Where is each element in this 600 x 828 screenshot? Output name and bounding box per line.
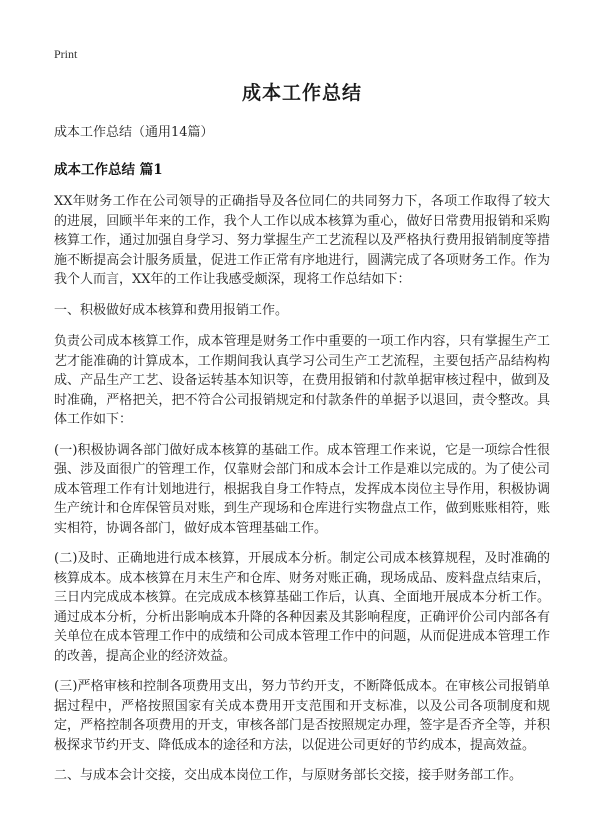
paragraph-intro: XX年财务工作在公司领导的正确指导及各位同仁的共同努力下，各项工作取得了较大的进展，回顾半年来的工作，我个人工作以成本核算为重心，做好日常费用报销和采购核算工作，通过加强自身学习、努力掌握生产工艺流程以及严格执行费用报销制度等措施不断提高会计服务质量，促进工作正常有序地进行，圆满完成了各项财务工作。作为我个人而言，XX年的工作让我感受颇深，现将工作总结如下： <box>54 194 550 287</box>
document-subtitle: 成本工作总结（通用14篇） <box>54 125 214 140</box>
document-body <box>54 78 550 798</box>
print-link[interactable]: Print <box>54 47 78 61</box>
paragraph-expense-control: (三)严格审核和控制各项费用支出，努力节约开支，不断降低成本。在审核公司报销单据过程中，严格按照国家有关成本费用开支范围和开支标准，以及公司各项制度和规定，严格控制各项费用的开支，审核各部门是否按照规定办理，签字是否齐全等，并积极探求节约开支、降低成本的途径和方法，以促进公司更好的节约成本，提高效益。 <box>54 679 550 753</box>
paragraph-point-one: 一、积极做好成本核算和费用报销工作。 <box>54 302 289 318</box>
page-title: 成本工作总结 <box>241 82 362 104</box>
paragraph-cost-accounting: 负责公司成本核算工作，成本管理是财务工作中重要的一项工作内容，只有掌握生产工艺才能准确的计算成本，工作期间我认真学习公司生产工艺流程，主要包括产品结构构成、产品生产工艺、设备运转基本知识等，在费用报销和付款单据审核过程中，做到及时准确，严格把关，把不符合公司报销规定和付款条件的单据予以退回，责令整改。具体工作如下： <box>54 334 550 427</box>
paragraph-point-two: 二、与成本会计交接，交出成本岗位工作，与原财务部长交接，接手财务部工作。 <box>54 768 523 783</box>
section-heading: 成本工作总结 篇1 <box>54 162 163 178</box>
paragraph-coordination: (一)积极协调各部门做好成本核算的基础工作。成本管理工作来说，它是一项综合性很强、涉及面很广的管理工作，仅靠财会部门和成本会计工作是难以完成的。为了使公司成本管理工作有计划地进行，根据我自身工作特点，发挥成本岗位主导作用，积极协调生产统计和仓库保管员对账，到生产现场和仓库进行实物盘点工作，做到账账相符，账实相符，协调各部门，做好成本管理基础工作。 <box>54 442 550 536</box>
paragraph-analysis: (二)及时、正确地进行成本核算，开展成本分析。制定公司成本核算规程，及时准确的核算成本。成本核算在月末生产和仓库、财务对账正确，现场成品、废料盘点结束后，三日内完成成本核算。在完成成本核算基础工作后，认真、全面地开展成本分析工作。通过成本分析，分析出影响成本升降的各种因素及其影响程度，正确评价公司内部各有关单位在成本管理工作中的成绩和公司成本管理工作中的问题，从而促进成本管理工作的改善，提高企业的经济效益。 <box>54 551 550 664</box>
